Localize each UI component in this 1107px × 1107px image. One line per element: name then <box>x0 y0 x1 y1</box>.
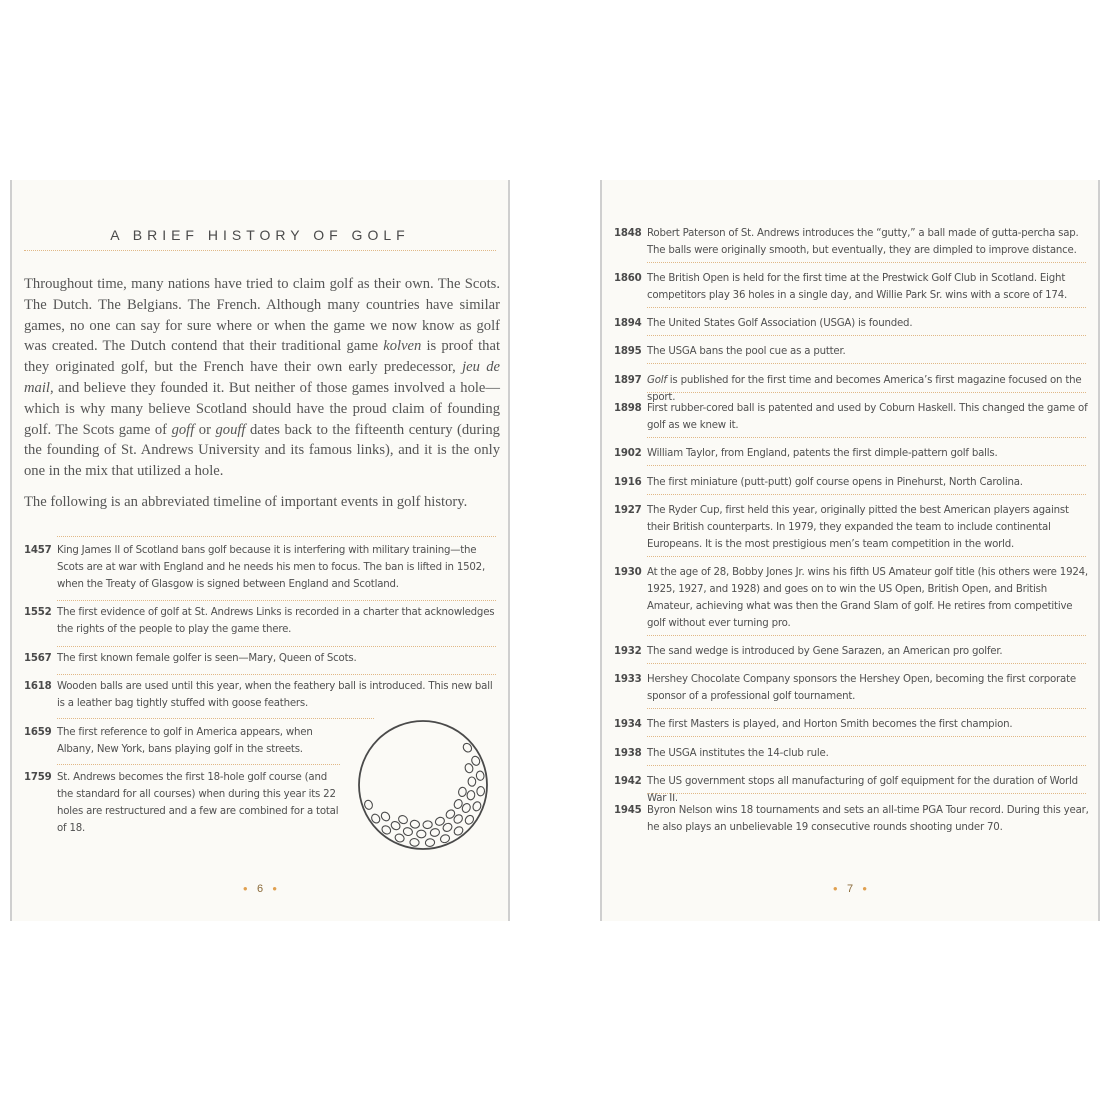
timeline-text: St. Andrews becomes the first 18-hole golf course (and the standard for all courses) when during this year its 22 holes are restructured and a few are combined for a total of 18. <box>57 772 339 834</box>
timeline-text: The USGA bans the pool cue as a putter. <box>647 346 846 357</box>
timeline-year: 1902 <box>614 448 642 459</box>
golf-ball-dimple <box>466 790 475 801</box>
left-page <box>10 180 510 921</box>
timeline-year: 1938 <box>614 748 642 759</box>
timeline-year: 1457 <box>24 545 52 556</box>
timeline-divider <box>647 556 1086 557</box>
timeline-year: 1945 <box>614 805 642 816</box>
timeline-year: 1848 <box>614 228 642 239</box>
timeline-text: At the age of 28, Bobby Jones Jr. wins his fifth US Amateur golf title (his others were 1924, 1925, 1927, and 1928) and goes on to win the US Open, British Open, and British Amateur, achieving what was then the Grand Slam of golf. He retires from competitive golf without ever turning pro. <box>647 567 1088 629</box>
golf-ball-icon <box>356 718 490 852</box>
timeline-entry-1938 <box>614 745 1092 767</box>
timeline-year: 1618 <box>24 681 52 692</box>
bullet-icon: ● <box>862 884 868 893</box>
timeline-year: 1897 <box>614 375 642 386</box>
timeline-year: 1898 <box>614 403 642 414</box>
golf-ball-dimple <box>363 799 373 810</box>
timeline-entry-1945 <box>614 802 1092 841</box>
timeline-divider <box>647 262 1086 263</box>
timeline-divider <box>647 736 1086 737</box>
timeline-divider <box>647 307 1086 308</box>
timeline-entry-1659 <box>24 724 342 763</box>
right-page <box>600 180 1100 921</box>
golf-ball-dimple <box>458 787 467 797</box>
timeline-text: The first known female golfer is seen—Mary, Queen of Scots. <box>57 653 357 664</box>
golf-ball-dimple <box>402 827 413 837</box>
golf-ball-dimple <box>464 763 474 774</box>
page-number: 6 <box>256 883 264 895</box>
timeline-divider <box>57 674 496 675</box>
golf-ball-dimple <box>472 801 482 812</box>
timeline-text: The first evidence of golf at St. Andrews Links is recorded in a charter that acknowledges the rights of the people to play the game there. <box>57 607 495 635</box>
timeline-divider <box>57 718 374 719</box>
golf-ball-dimple <box>476 786 485 796</box>
timeline-text: The first Masters is played, and Horton Smith becomes the first champion. <box>647 719 1013 730</box>
timeline-year: 1759 <box>24 772 52 783</box>
timeline-text: The sand wedge is introduced by Gene Sarazen, an American pro golfer. <box>647 646 1003 657</box>
page-number-left <box>12 883 508 895</box>
timeline-text: Wooden balls are used until this year, when the feathery ball is introduced. This new ball is a leather bag tightly stuffed with goose feathers. <box>57 681 493 709</box>
timeline-entry-1848 <box>614 225 1092 264</box>
timeline-divider <box>647 793 1086 794</box>
timeline-divider <box>57 764 340 765</box>
title-divider <box>24 250 496 251</box>
golf-ball-dimple <box>423 820 433 829</box>
timeline-entry-1932 <box>614 643 1092 665</box>
timeline-text: William Taylor, from England, patents the first dimple-pattern golf balls. <box>647 448 998 459</box>
golf-ball-dimple <box>425 838 435 847</box>
timeline-text: The Ryder Cup, first held this year, originally pitted the best American players against their British counterparts. In 1979, they expanded the team to include continental Europeans. It is the most prestigious men’s team competition in the world. <box>647 505 1069 550</box>
timeline-entry-1898 <box>614 400 1092 439</box>
golf-ball-dimple <box>409 838 419 847</box>
timeline-entry-1933 <box>614 671 1092 710</box>
timeline-entry-1934 <box>614 716 1092 738</box>
timeline-divider <box>647 392 1086 393</box>
timeline-year: 1930 <box>614 567 642 578</box>
timeline-divider <box>647 494 1086 495</box>
timeline-entry-1894 <box>614 315 1092 337</box>
golf-ball-dimple <box>468 777 476 787</box>
timeline-text: Golf is published for the first time and becomes America’s first magazine focused on the sport. <box>647 375 1082 403</box>
timeline-entry-1759 <box>24 769 342 842</box>
golf-ball-dimple <box>430 828 441 838</box>
timeline-text: Robert Paterson of St. Andrews introduces the “gutty,” a ball made of gutta-percha sap. The balls were originally smooth, but eventually, they are dimpled to improve distance. <box>647 228 1079 256</box>
timeline-entry-1902 <box>614 445 1092 467</box>
timeline-entry-1916 <box>614 474 1092 496</box>
timeline-divider <box>57 600 496 601</box>
timeline-text: Byron Nelson wins 18 tournaments and sets an all-time PGA Tour record. During this year, he also plays an unbelievable 19 consecutive rounds shooting under 70. <box>647 805 1089 833</box>
timeline-text: King James II of Scotland bans golf because it is interfering with military training—the Scots are at war with England and he needs his men to focus. The ban is lifted in 1502, when the Treaty of Glasgow is signed between England and Scotland. <box>57 545 485 590</box>
bullet-icon: ● <box>272 884 278 893</box>
timeline-year: 1552 <box>24 607 52 618</box>
timeline-entry-1860 <box>614 270 1092 309</box>
timeline-divider <box>647 708 1086 709</box>
timeline-year: 1567 <box>24 653 52 664</box>
timeline-text: Hershey Chocolate Company sponsors the Hershey Open, becoming the first corporate sponsor of a professional golf tournament. <box>647 674 1076 702</box>
timeline-entry-1930 <box>614 564 1092 637</box>
timeline-divider <box>647 465 1086 466</box>
timeline-divider <box>647 437 1086 438</box>
timeline-year: 1860 <box>614 273 642 284</box>
timeline-text: The first reference to golf in America appears, when Albany, New York, bans playing golf in the streets. <box>57 727 313 755</box>
timeline-entry-1927 <box>614 502 1092 558</box>
golf-ball-dimple <box>417 830 426 838</box>
timeline-entry-1552 <box>24 604 500 643</box>
timeline-divider <box>57 646 496 647</box>
timeline-year: 1894 <box>614 318 642 329</box>
golf-ball-dimple <box>476 771 485 781</box>
timeline-text: First rubber-cored ball is patented and used by Coburn Haskell. This changed the game of golf as we knew it. <box>647 403 1088 431</box>
intro-paragraph: Throughout time, many nations have tried to claim golf as their own. The Scots. The Dutch. The Belgians. The French. Although many countries have similar games, no one can say for sure where or when the game we now know as golf was created. The Dutch contend that their traditional game kolven is proof that they originated golf, but the French have their own early predecessor, jeu de mail, and believe they founded it. But neither of those games involved a hole—which is why many believe Scotland should have the proud claim of founding golf. The Scots game of goff or gouff dates back to the fifteenth century (during the founding of St. Andrews University and its famous links), and it is the only one in the mix that utilized a hole. <box>24 276 500 480</box>
timeline-year: 1659 <box>24 727 52 738</box>
timeline-divider <box>647 663 1086 664</box>
timeline-text: The British Open is held for the first time at the Prestwick Golf Club in Scotland. Eight competitors play 36 holes in a single day, and Willie Park Sr. wins with a score of 174. <box>647 273 1068 301</box>
timeline-year: 1942 <box>614 776 642 787</box>
golf-ball-dimple <box>439 833 450 843</box>
timeline-year: 1932 <box>614 646 642 657</box>
timeline-text: The United States Golf Association (USGA) is founded. <box>647 318 913 329</box>
timeline-divider <box>647 765 1086 766</box>
timeline-text: The first miniature (putt-putt) golf course opens in Pinehurst, North Carolina. <box>647 477 1023 488</box>
intro-paragraph-second: The following is an abbreviated timeline of important events in golf history. <box>24 493 468 510</box>
timeline-text: The US government stops all manufacturing of golf equipment for the duration of World War II. <box>647 776 1078 804</box>
timeline-year: 1934 <box>614 719 642 730</box>
golf-ball-dimple <box>380 811 392 823</box>
page-number-right <box>602 883 1098 895</box>
timeline-year: 1927 <box>614 505 642 516</box>
timeline-entry-1895 <box>614 343 1092 365</box>
timeline-divider <box>647 635 1086 636</box>
golf-ball-dimple <box>410 820 421 829</box>
bullet-icon: ● <box>832 884 838 893</box>
timeline-entry-1618 <box>24 678 500 717</box>
page-gutter <box>512 180 598 921</box>
golf-ball-dimple <box>394 833 405 844</box>
timeline-divider <box>647 363 1086 364</box>
timeline-divider <box>647 335 1086 336</box>
intro-text <box>24 274 500 513</box>
timeline-year: 1895 <box>614 346 642 357</box>
timeline-text: The USGA institutes the 14-club rule. <box>647 748 829 759</box>
timeline-entry-1567 <box>24 650 500 672</box>
timeline-divider <box>57 536 496 537</box>
page-title: A BRIEF HISTORY OF GOLF <box>110 227 410 243</box>
timeline-year: 1916 <box>614 477 642 488</box>
page-number: 7 <box>846 883 854 895</box>
timeline-entry-1457 <box>24 542 500 598</box>
bullet-icon: ● <box>242 884 248 893</box>
timeline-year: 1933 <box>614 674 642 685</box>
